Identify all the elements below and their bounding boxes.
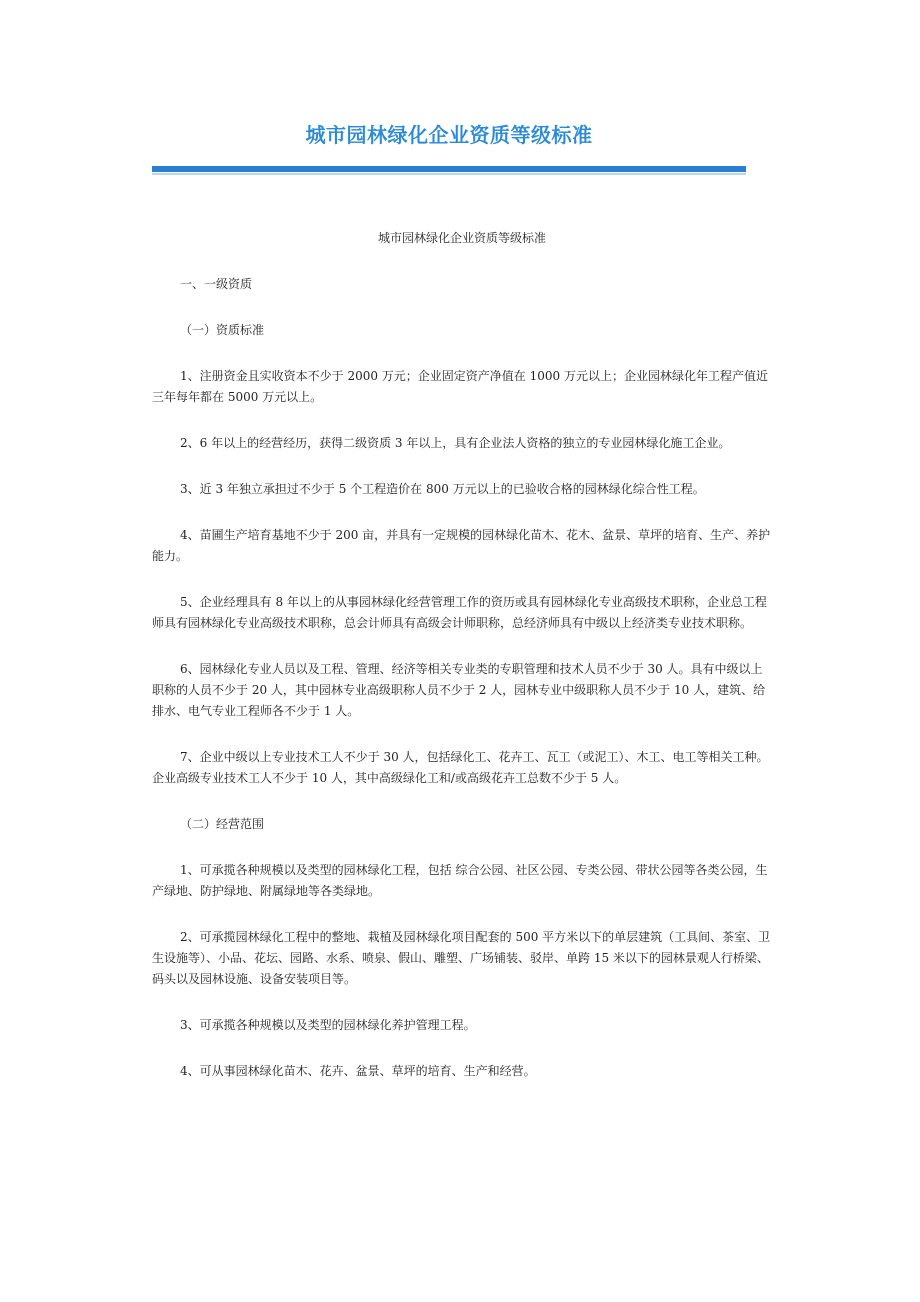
standard-item-6: 6、园林绿化专业人员以及工程、管理、经济等相关专业类的专职管理和技术人员不少于 30 人。具有中级以上职称的人员不少于 20 人，其中园林专业高级职称人员不少于 2 人，园林专业中级职称人员不少于 10 人，建筑、给排水、电气专业工程师各不少于 1 人。 <box>152 662 766 718</box>
section-heading-level-one: 一、一级资质 <box>180 277 253 291</box>
document-body <box>152 228 772 1107</box>
title-divider <box>152 166 746 172</box>
standard-item-5: 5、企业经理具有 8 年以上的从事园林绿化经营管理工作的资历或具有园林绿化专业高级技术职称，企业总工程师具有园林绿化专业高级技术职称，总会计师具有高级会计师职称，总经济师具有中级以上经济类专业技术职称。 <box>152 595 767 630</box>
standard-item-3: 3、近 3 年独立承担过不少于 5 个工程造价在 800 万元以上的已验收合格的园林绿化综合性工程。 <box>180 482 705 496</box>
subsection-heading-scope: （二）经营范围 <box>180 817 265 831</box>
title-divider-shadow <box>152 173 746 175</box>
scope-item-4: 4、可从事园林绿化苗木、花卉、盆景、草坪的培育、生产和经营。 <box>180 1064 536 1078</box>
scope-item-3: 3、可承揽各种规模以及类型的园林绿化养护管理工程。 <box>180 1018 476 1032</box>
subsection-heading-standards: （一）资质标准 <box>180 323 265 337</box>
standard-item-2: 2、6 年以上的经营经历，获得二级资质 3 年以上，具有企业法人资格的独立的专业园林绿化施工企业。 <box>180 436 731 450</box>
document-heading: 城市园林绿化企业资质等级标准 <box>377 231 546 245</box>
scope-item-2: 2、可承揽园林绿化工程中的整地、栽植及园林绿化项目配套的 500 平方米以下的单层建筑（工具间、茶室、卫生设施等）、小品、花坛、园路、水系、喷泉、假山、雕塑、广场铺装、驳岸、单跨 15 米以下的园林景观人行桥梁、码头以及园林设施、设备安装项目等。 <box>152 930 771 986</box>
standard-item-4: 4、苗圃生产培育基地不少于 200 亩，并具有一定规模的园林绿化苗木、花木、盆景、草坪的培育、生产、养护能力。 <box>152 528 771 563</box>
standard-item-1: 1、注册资金且实收资本不少于 2000 万元；企业固定资产净值在 1000 万元以上；企业园林绿化年工程产值近三年每年都在 5000 万元以上。 <box>152 369 768 404</box>
scope-item-1: 1、可承揽各种规模以及类型的园林绿化工程，包括 综合公园、社区公园、专类公园、带状公园等各类公园，生产绿地、防护绿地、附属绿地等各类绿地。 <box>152 863 768 898</box>
standard-item-7: 7、企业中级以上专业技术工人不少于 30 人，包括绿化工、花卉工、瓦工（或泥工）、木工、电工等相关工种。企业高级专业技术工人不少于 10 人，其中高级绿化工和/或高级花卉工总数不少于 5 人。 <box>152 750 769 785</box>
page-title: 城市园林绿化企业资质等级标准 <box>305 123 593 147</box>
